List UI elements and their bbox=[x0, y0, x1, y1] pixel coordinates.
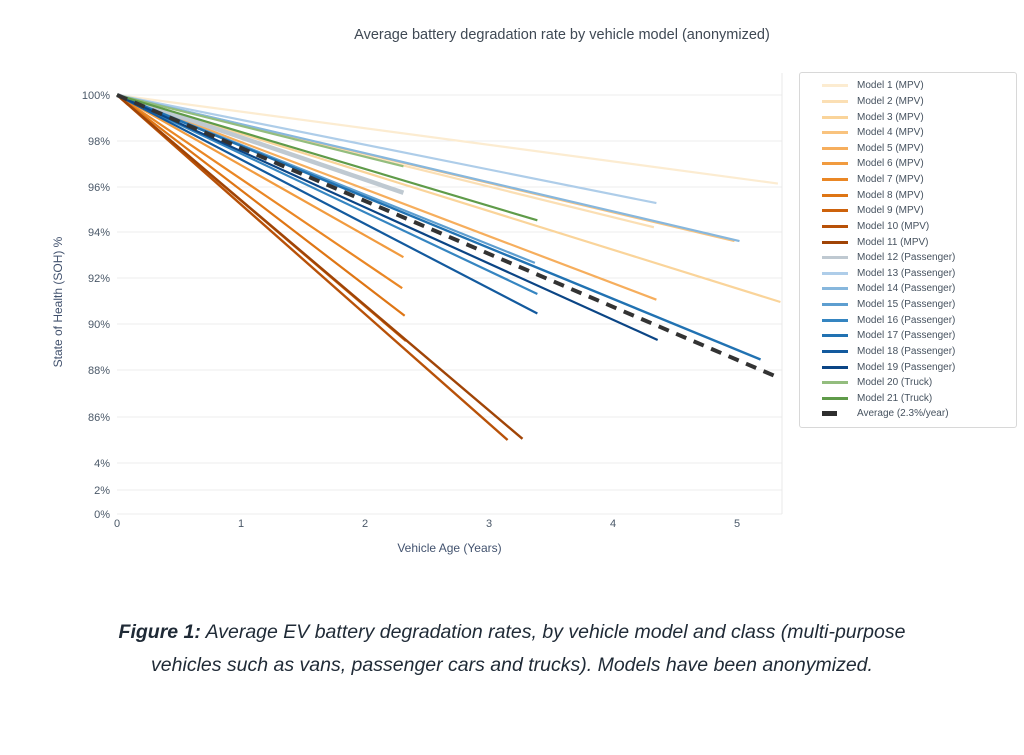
x-tick-label: 1 bbox=[237, 518, 245, 530]
legend-swatch bbox=[822, 225, 848, 228]
legend-item bbox=[800, 329, 1016, 343]
legend-item bbox=[800, 282, 1016, 296]
x-tick-label: 4 bbox=[609, 518, 617, 530]
y-tick-label: 94% bbox=[87, 227, 110, 239]
legend-item bbox=[800, 157, 1016, 171]
x-tick-label: 5 bbox=[733, 518, 741, 530]
caption-figure-number: Figure 1: bbox=[118, 621, 201, 643]
y-axis-title: State of Health (SOH) % bbox=[51, 236, 65, 368]
legend-item bbox=[800, 188, 1016, 202]
legend-swatch bbox=[822, 209, 848, 212]
y-tick-label: 90% bbox=[87, 319, 110, 331]
legend-swatch bbox=[822, 256, 848, 259]
legend-label: Model 18 (Passenger) bbox=[857, 345, 956, 357]
y-tick-label: 96% bbox=[87, 182, 110, 194]
x-tick-label: 3 bbox=[485, 518, 493, 530]
legend-label: Model 21 (Truck) bbox=[857, 392, 933, 404]
legend-swatch bbox=[822, 397, 848, 400]
series-line bbox=[117, 95, 777, 377]
legend-item bbox=[800, 298, 1016, 312]
y-tick-label: 86% bbox=[87, 412, 110, 424]
y-tick-label: 100% bbox=[81, 90, 110, 102]
x-tick-label: 2 bbox=[361, 518, 369, 530]
legend-item bbox=[800, 391, 1016, 405]
legend-label: Model 9 (MPV) bbox=[857, 205, 924, 217]
y-tick-label: 0% bbox=[94, 509, 110, 521]
y-tick-label: 98% bbox=[87, 136, 110, 148]
legend-label: Model 1 (MPV) bbox=[857, 80, 924, 92]
legend-label: Model 11 (MPV) bbox=[857, 236, 929, 248]
legend-label: Model 20 (Truck) bbox=[857, 377, 933, 389]
legend-swatch bbox=[822, 147, 848, 150]
legend-swatch bbox=[822, 381, 848, 384]
legend-swatch bbox=[822, 319, 848, 322]
legend-label: Model 14 (Passenger) bbox=[857, 283, 956, 295]
legend-label: Model 16 (Passenger) bbox=[857, 314, 956, 326]
legend-item bbox=[800, 251, 1016, 265]
chart-legend bbox=[799, 72, 1017, 428]
legend-swatch bbox=[822, 334, 848, 337]
y-tick-label: 88% bbox=[87, 365, 110, 377]
y-tick-label: 4% bbox=[94, 458, 110, 470]
y-tick-label: 2% bbox=[94, 485, 110, 497]
legend-item bbox=[800, 376, 1016, 390]
legend-swatch bbox=[822, 287, 848, 290]
chart-title: Average battery degradation rate by vehicle model (anonymized) bbox=[354, 27, 770, 43]
legend-item bbox=[800, 266, 1016, 280]
legend-swatch bbox=[822, 84, 848, 87]
caption-text: Average EV battery degradation rates, by vehicle model and class (multi-purpose vehicles such as vans, passenger cars and trucks). Models have been anonymized. bbox=[151, 621, 906, 676]
legend-label: Model 10 (MPV) bbox=[857, 220, 930, 232]
legend-item bbox=[800, 141, 1016, 155]
legend-label: Model 12 (Passenger) bbox=[857, 252, 956, 264]
legend-swatch bbox=[822, 350, 848, 353]
legend-swatch bbox=[822, 162, 848, 165]
x-tick-label: 0 bbox=[113, 518, 121, 530]
legend-label: Model 2 (MPV) bbox=[857, 95, 924, 107]
legend-swatch bbox=[822, 116, 848, 119]
legend-item bbox=[800, 110, 1016, 124]
legend-swatch bbox=[822, 241, 848, 244]
legend-label: Model 8 (MPV) bbox=[857, 189, 924, 201]
legend-item bbox=[800, 173, 1016, 187]
legend-label: Model 3 (MPV) bbox=[857, 111, 924, 123]
legend-swatch bbox=[822, 272, 848, 275]
legend-swatch bbox=[822, 100, 848, 103]
legend-label: Model 15 (Passenger) bbox=[857, 299, 956, 311]
legend-label: Model 6 (MPV) bbox=[857, 158, 924, 170]
legend-swatch bbox=[822, 131, 848, 134]
legend-label: Model 13 (Passenger) bbox=[857, 267, 956, 279]
y-tick-label: 92% bbox=[87, 273, 110, 285]
series-line bbox=[117, 95, 537, 220]
legend-label: Model 7 (MPV) bbox=[857, 174, 924, 186]
series-line bbox=[117, 95, 537, 294]
figure-caption bbox=[87, 616, 937, 682]
legend-item bbox=[800, 360, 1016, 374]
x-axis-title: Vehicle Age (Years) bbox=[397, 541, 502, 555]
legend-swatch bbox=[822, 411, 837, 416]
legend-label: Average (2.3%/year) bbox=[857, 408, 949, 420]
legend-item bbox=[800, 219, 1016, 233]
legend-swatch bbox=[822, 366, 848, 369]
legend-item bbox=[800, 344, 1016, 358]
legend-item bbox=[800, 235, 1016, 249]
legend-swatch bbox=[822, 194, 848, 197]
legend-swatch bbox=[822, 303, 848, 306]
legend-label: Model 19 (Passenger) bbox=[857, 361, 956, 373]
legend-item bbox=[800, 94, 1016, 108]
legend-label: Model 4 (MPV) bbox=[857, 127, 924, 139]
legend-label: Model 5 (MPV) bbox=[857, 142, 924, 154]
legend-item bbox=[800, 204, 1016, 218]
legend-item bbox=[800, 79, 1016, 93]
legend-item bbox=[800, 313, 1016, 327]
legend-item bbox=[800, 126, 1016, 140]
legend-label: Model 17 (Passenger) bbox=[857, 330, 956, 342]
legend-item bbox=[800, 407, 1016, 421]
legend-swatch bbox=[822, 178, 848, 181]
series-line bbox=[117, 95, 780, 302]
series-line bbox=[117, 95, 656, 300]
